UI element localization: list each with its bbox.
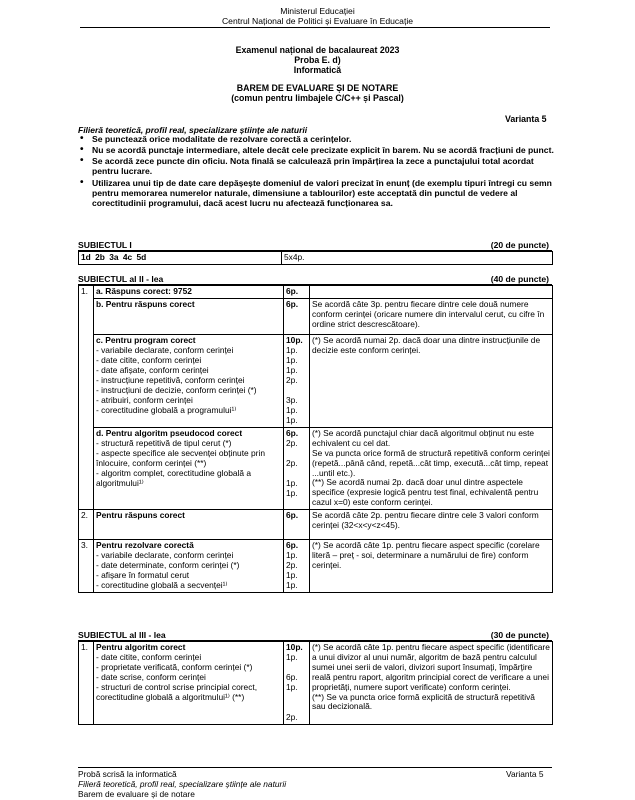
criterion-text: - date citite, conform cerinței [96,354,202,365]
item-3-note: (*) Se acordă câte 1p. pentru fiecare aspect specific (corelare literă – preț - soi, determinare a numărului de fire) conform cerinței. [310,540,553,593]
points-text: 3p. [286,394,298,405]
s3-item-1-points [284,642,310,725]
footer-variant: Varianta 5 [506,769,544,779]
item-2-note: Se acordă câte 2p. pentru fiecare dintre cele 3 valori conform cerinței (32<x<y<z<45). [310,510,553,540]
subject-2-title: SUBIECTUL al II - lea [78,274,164,284]
note-text: (*) Se acordă câte 1p. pentru fiecare aspect specific (identificare a unui divizor al unui număr, algoritm de bază pentru calculul sumei unei serii de valori, divizori suport însumați, împărțire reală pentru raport, algoritm principial corect de verificare a unei proprietăți, numere suport verificate) conform cerinței. [312,642,550,692]
note-text: (*) Se acordă punctajul chiar dacă algoritmul obținut nu este echivalent cu cel dat. [312,427,535,448]
points-text: 1p. [286,570,298,581]
points-text: 1p. [286,550,298,561]
points-text: 2p. [286,374,298,385]
subject-2-table [78,285,553,593]
footer-line-3: Barem de evaluare și de notare [78,789,195,799]
item-1c-note: (*) Se acordă numai 2p. dacă doar una dintre instrucțiunile de decizie este conform cerinței. [310,334,553,427]
rule-item: • Nu se acordă punctaje intermediare, altele decât cele precizate explicit în barem. Nu se acordă fracțiuni de punct. [78,145,558,155]
criterion-text: - variabile declarate, conform cerinței [96,550,234,561]
subject-3-title: SUBIECTUL al III - lea [78,630,166,640]
exam-title: Examenul național de bacalaureat 2023 [235,45,400,55]
rule-item: • Se punctează orice modalitate de rezolvare corectă a cerințelor. [78,134,558,144]
points-text: 1p. [286,414,298,425]
subject-2-heading [78,274,552,285]
criterion-text: - algoritm complet, corectitudine globală a algoritmului¹⁾ [96,467,252,488]
criterion-text: - date determinate, conform cerinței (*) [96,560,240,571]
points-text: 10p. [286,642,303,652]
criterion-text: - corectitudine globală a secvenței¹⁾ [96,580,228,591]
note-text: (**) Se acordă numai 2p. dacă doar unul dintre aspectele specifice (expresie logică pentru test final, echivalentă pentru cazul x=0) este conform cerinței. [312,477,539,508]
item-3-criteria [94,540,284,593]
criterion-text: - date citite, conform cerinței [96,652,202,662]
rule-item: • Se acordă zece puncte din oficiu. Nota finală se calculează prin împărțirea la zece a punctajului total acordat pentru lucrare. [78,156,558,176]
points-text: 1p. [286,652,298,662]
rules-list [78,134,558,209]
footer-divider [78,767,552,768]
subject-title: Informatică [293,65,342,75]
item-1a-points: 6p. [284,286,310,299]
subject-1-title: SUBIECTUL I [78,240,132,250]
item-1b-label: b. Pentru răspuns corect [94,298,284,334]
item-2-points: 6p. [284,510,310,540]
points-text: 1p. [286,682,298,692]
subject-1-scoring: 5x4p. [282,252,553,265]
criterion-text: c. Pentru program corect [96,334,196,345]
s3-item-1-criteria [94,642,284,725]
item-number: 3. [79,540,94,593]
s3-item-1-notes [310,642,553,725]
item-1b-points: 6p. [284,298,310,334]
criterion-text: - variabile declarate, conform cerinței [96,344,234,355]
criterion-text: - date afișate, conform cerinței [96,364,209,375]
points-text: 1p. [286,354,298,365]
subject-1-answers: 1d 2b 3a 4c 5d [79,252,282,265]
item-number: 2. [79,510,94,540]
variant-label: Varianta 5 [505,114,547,124]
criterion-text: - corectitudine globală a programului¹⁾ [96,404,237,415]
table-row [79,427,553,509]
points-text: 10p. [286,334,303,345]
points-text [286,693,307,703]
points-text: 1p. [286,344,298,355]
item-1c-criteria [94,334,284,427]
barem-title: BAREM DE EVALUARE ȘI DE NOTARE [236,83,399,93]
criterion-text: - structură repetitivă de tipul cerut (*) [96,437,232,448]
criterion-text: - proprietate verificată, conform cerinței (*) [96,662,253,672]
note-text: (**) Se va puncta orice formă explicită de structură repetitivă sau decizională. [312,691,535,712]
criterion-text: - atribuiri, conform cerinței [96,394,193,405]
item-1a-note [310,286,553,299]
table-row [79,252,553,265]
criterion-text: - instrucțiuni de decizie, conform cerinței (*) [96,384,257,395]
proba-title: Proba E. d) [294,55,341,65]
criterion-text: - instrucțiune repetitivă, conform cerinței [96,374,245,385]
item-1d-criteria [94,427,284,509]
footer-line-1: Probă scrisă la informatică [78,769,177,779]
subject-2-points: (40 de puncte) [490,274,549,284]
points-text: 2p. [286,457,298,468]
note-text: Se va puncta orice formă de structură repetitivă conform cerinței (repetă...până când, repetă...cât timp, execută...cât timp, repeat ...until etc.). [312,447,550,478]
center-name: Centrul Național de Politici și Evaluare în Educație [221,16,414,26]
ministry-name: Ministerul Educației [280,6,355,16]
languages-title: (comun pentru limbajele C/C++ și Pascal) [231,93,404,103]
item-3-points [284,540,310,593]
footer-line-2: Filieră teoretică, profil real, specializare științe ale naturii [78,779,287,789]
points-text: 6p. [286,672,298,682]
table-row [79,510,553,540]
criterion-text: Pentru algoritm corect [96,642,186,652]
item-1d-points [284,427,310,509]
points-text: 2p. [286,712,298,722]
table-row [79,540,553,593]
criterion-text: - structuri de control scrise principial corect, corectitudine globală a algoritmului¹⁾ (**) [96,682,258,702]
subject-3-points: (30 de puncte) [490,630,549,640]
subject-1-points: (20 de puncte) [490,240,549,250]
item-1b-note: Se acordă câte 3p. pentru fiecare dintre cele două numere conform cerinței (oricare numere din intervalul cerut, cu cifre în ordine strict descrescătoare). [310,298,553,334]
subject-1-table [78,251,553,265]
subject-1-heading [78,240,552,251]
points-text: 1p. [286,580,298,591]
points-text: 6p. [286,540,299,551]
filiera-text: Filieră teoretică, profil real, specializare științe ale naturii [78,125,308,135]
points-text: 1p. [286,404,298,415]
item-1c-points [284,334,310,427]
table-row [79,334,553,427]
table-row [79,298,553,334]
item-number: 1. [79,286,94,510]
table-row [79,286,553,299]
criterion-text: - date scrise, conform cerinței [96,672,206,682]
table-row [79,642,553,725]
item-1a-label: a. Răspuns corect: 9752 [94,286,284,299]
criterion-text: Pentru rezolvare corectă [96,540,194,551]
criterion-text: - afișare în formatul cerut [96,570,190,581]
points-text: 1p. [286,364,298,375]
points-text: 2p. [286,437,298,448]
subject-3-table [78,641,553,725]
criterion-text: - aspecte specifice ale secvenței obținute prin înlocuire, conform cerinței (**) [96,447,265,468]
subject-3-heading [78,630,552,641]
points-text: 6p. [286,427,299,438]
rule-item: • Utilizarea unui tip de date care depășește domeniul de valori precizat în enunț (de exemplu tipuri întregi cu semn pentru memorarea numerelor naturale, dimensiune a tablourilor) este acceptată din punctul de vedere al corectitudinii programului, dacă acest lucru nu afectează funcționarea sa. [78,178,558,208]
points-text: 1p. [286,477,298,488]
item-number: 1. [79,642,94,725]
header-divider [80,27,550,28]
criterion-text: d. Pentru algoritm pseudocod corect [96,427,243,438]
item-2-label: Pentru răspuns corect [94,510,284,540]
points-text: 1p. [286,487,298,498]
item-1d-notes [310,427,553,509]
points-text: 2p. [286,560,298,571]
